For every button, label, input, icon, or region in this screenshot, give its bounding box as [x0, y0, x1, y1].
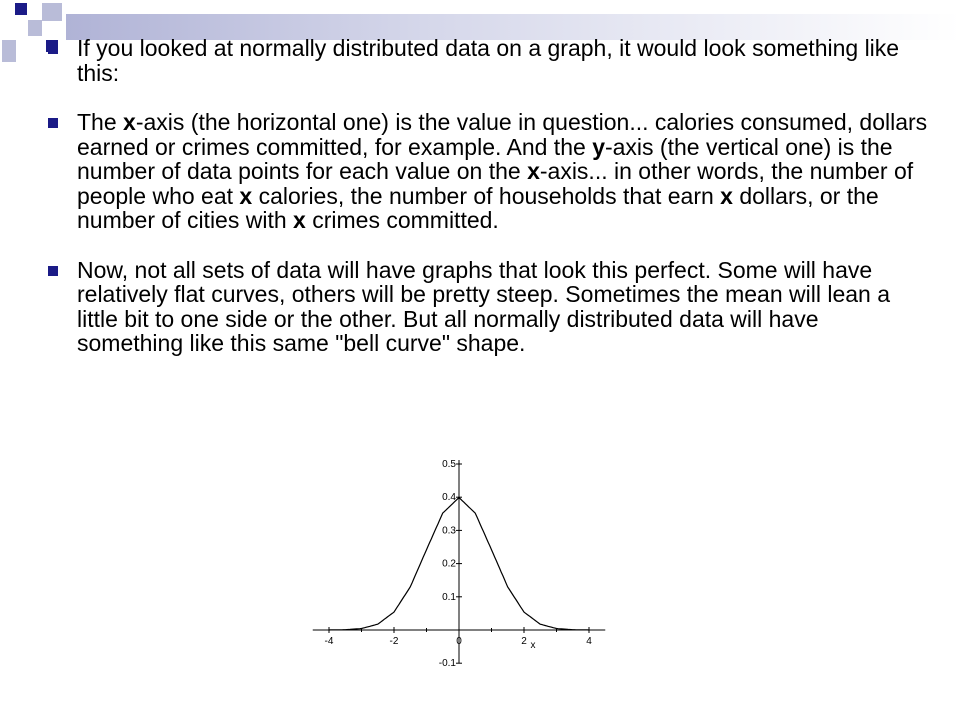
header-square-dark-1 — [15, 3, 27, 15]
bullet-text — [77, 35, 899, 86]
bullet-text — [77, 109, 927, 233]
bullet-square-icon — [48, 44, 58, 54]
bullet-segment: If you looked at normally distributed data on a graph, it would look something like this: — [77, 35, 900, 86]
bullet-text — [77, 257, 890, 357]
bullet-segment: Now, not all sets of data will have graphs that look this perfect. Some will have relatively flat curves, others will be pretty steep. Sometimes the mean will lean a little bit to one side or the other. But all normally distributed data will have something like this same "bell curve" shape. — [77, 256, 891, 356]
y-tick-label: 0.4 — [442, 492, 456, 504]
y-tick-label: -0.1 — [438, 658, 456, 668]
y-tick-label: 0.5 — [442, 459, 456, 470]
bullet-item — [48, 36, 928, 85]
bell-curve-chart — [300, 448, 620, 668]
bullet-item — [48, 258, 928, 356]
bullet-segment: -axis (the horizontal one) is the value in question... calories consumed, dollars earned or crimes committed, for example. And the — [77, 109, 928, 160]
x-axis-label: x — [530, 640, 536, 651]
bullet-square-icon — [48, 266, 58, 276]
header-square-light-2 — [28, 20, 42, 36]
x-tick-label: 0 — [456, 636, 462, 647]
bullet-segment: dollars, or the number of cities with — [77, 182, 879, 233]
x-tick-label: -2 — [389, 636, 399, 647]
bullet-segment: crimes committed. — [305, 207, 499, 233]
x-tick-label: 4 — [586, 636, 592, 647]
bullet-bold-segment: x — [293, 207, 306, 233]
bullet-square-icon — [48, 118, 58, 128]
y-tick-label: 0.2 — [442, 558, 456, 570]
y-tick-label: 0.1 — [442, 591, 456, 603]
x-tick-label: 2 — [521, 636, 527, 647]
bullet-segment: The — [77, 109, 124, 135]
bullet-item — [48, 110, 928, 233]
bullet-segment: -axis... in other words, the number of people who eat — [77, 158, 914, 209]
bullet-bold-segment: x — [123, 109, 136, 135]
x-tick-label: -4 — [324, 636, 334, 647]
y-tick-label: 0.3 — [442, 525, 456, 537]
bullet-bold-segment: y — [592, 133, 605, 160]
bullet-segment: calories, the number of households that earn — [252, 182, 721, 209]
header-square-light-1 — [42, 3, 62, 21]
bullet-list — [48, 36, 928, 381]
bullet-bold-segment: x — [720, 182, 733, 209]
bullet-segment: -axis (the vertical one) is the number of data points for each value on the — [77, 133, 893, 184]
bullet-bold-segment: x — [527, 158, 540, 184]
header-square-light-3 — [2, 40, 16, 62]
bullet-bold-segment: x — [239, 182, 253, 209]
